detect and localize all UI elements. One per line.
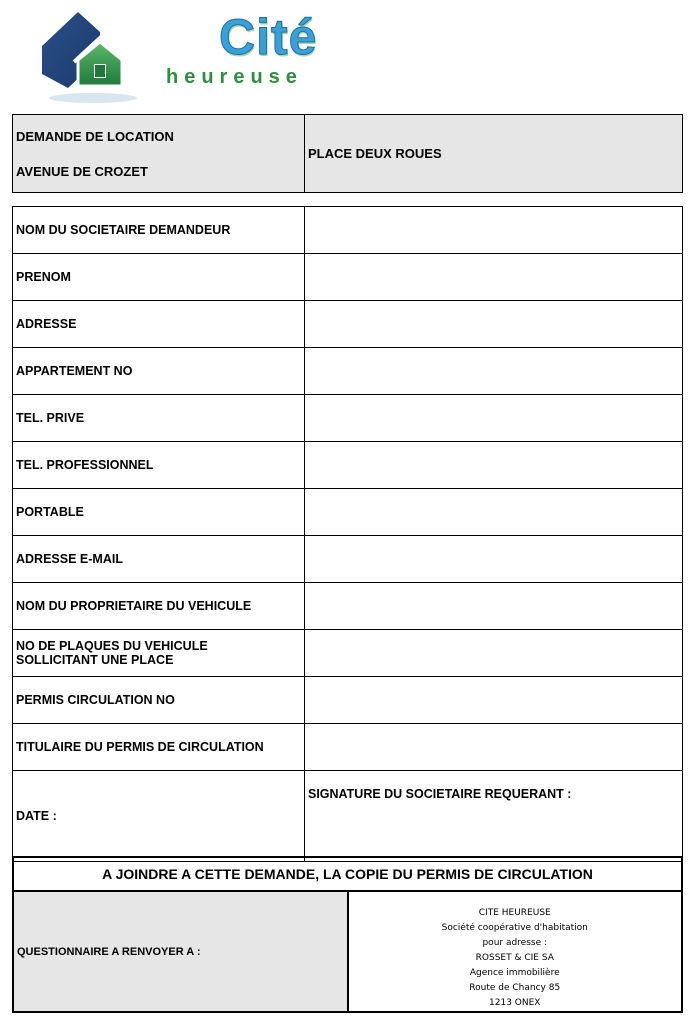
attachment-banner: A JOINDRE A CETTE DEMANDE, LA COPIE DU PERMIS DE CIRCULATION <box>13 857 682 891</box>
label-portable: PORTABLE <box>13 489 305 536</box>
application-form <box>12 206 683 862</box>
label-plaques <box>13 630 305 677</box>
address-line: pour adresse : <box>482 938 548 948</box>
logo-title: Cité <box>219 9 318 65</box>
address-line: Route de Chancy 85 <box>469 983 561 993</box>
label-email: ADRESSE E-MAIL <box>13 536 305 583</box>
label-appartement: APPARTEMENT NO <box>13 348 305 395</box>
field-tel-prive[interactable] <box>305 395 683 442</box>
footer-table <box>12 856 683 1013</box>
logo-subtitle: heureuse <box>166 66 303 88</box>
field-adresse[interactable] <box>305 301 683 348</box>
address-line: Agence immobilière <box>469 968 560 978</box>
plates-line-2: SOLLICITANT UNE PLACE <box>16 653 174 667</box>
field-tel-professionnel[interactable] <box>305 442 683 489</box>
field-permis[interactable] <box>305 677 683 724</box>
return-address <box>348 891 683 1012</box>
address-line: 1213 ONEX <box>489 998 541 1008</box>
label-proprietaire: NOM DU PROPRIETAIRE DU VEHICULE <box>13 583 305 630</box>
field-nom-societaire[interactable] <box>305 207 683 254</box>
field-proprietaire[interactable] <box>305 583 683 630</box>
label-prenom: PRENOM <box>13 254 305 301</box>
field-email[interactable] <box>305 536 683 583</box>
address-line: CITE HEUREUSE <box>478 908 551 918</box>
house-logo-icon <box>38 8 148 108</box>
field-titulaire[interactable] <box>305 724 683 771</box>
request-title: DEMANDE DE LOCATION <box>16 128 174 144</box>
field-prenom[interactable] <box>305 254 683 301</box>
logo <box>38 8 318 108</box>
field-plaques[interactable] <box>305 630 683 677</box>
address-line: ROSSET & CIE SA <box>475 953 554 963</box>
header-right-cell: PLACE DEUX ROUES <box>305 115 683 193</box>
header-table <box>12 114 683 193</box>
header-left-cell <box>13 115 305 193</box>
label-titulaire: TITULAIRE DU PERMIS DE CIRCULATION <box>13 724 305 771</box>
location-title: AVENUE DE CROZET <box>16 163 148 179</box>
label-tel-prive: TEL. PRIVE <box>13 395 305 442</box>
label-tel-professionnel: TEL. PROFESSIONNEL <box>13 442 305 489</box>
field-appartement[interactable] <box>305 348 683 395</box>
signature-cell[interactable]: SIGNATURE DU SOCIETAIRE REQUERANT : <box>305 771 683 862</box>
label-permis: PERMIS CIRCULATION NO <box>13 677 305 724</box>
plates-line-1: NO DE PLAQUES DU VEHICULE <box>16 639 208 653</box>
label-nom-societaire: NOM DU SOCIETAIRE DEMANDEUR <box>13 207 305 254</box>
field-portable[interactable] <box>305 489 683 536</box>
label-adresse: ADRESSE <box>13 301 305 348</box>
address-line: Société coopérative d'habitation <box>441 923 588 933</box>
questionnaire-label: QUESTIONNAIRE A RENVOYER A : <box>13 891 348 1012</box>
date-cell[interactable]: DATE : <box>13 771 305 862</box>
